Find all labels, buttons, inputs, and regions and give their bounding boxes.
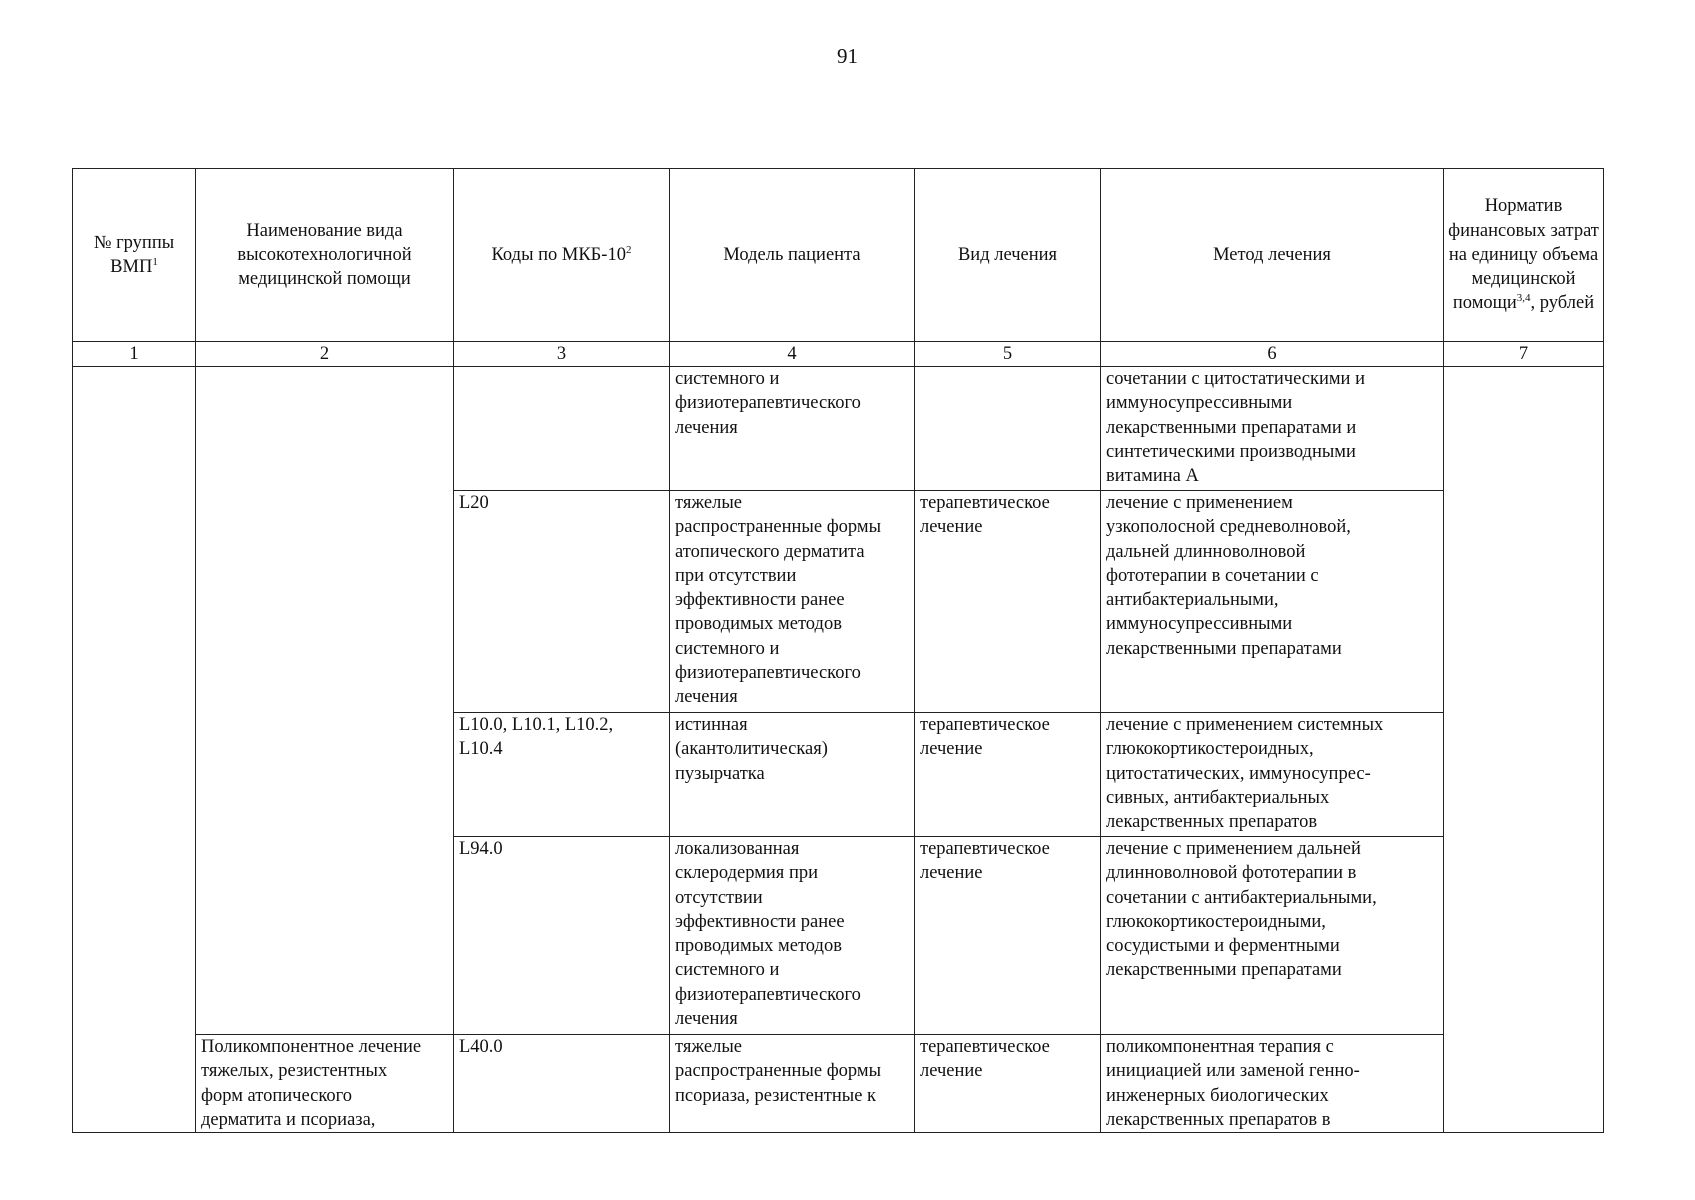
header-group-number: № группы ВМП$^1$ [73,169,196,342]
icd-codes-cell: L40.0 [454,1035,670,1133]
header-treatment-type: Вид лечения [915,169,1101,342]
header-icd-codes: Коды по МКБ-$10^2$ [454,169,670,342]
table-row [73,1035,1604,1133]
patient-model-cell: истинная (акантолитическая) пузырчатка [670,713,915,837]
column-number-row [73,342,1604,367]
page-number: 91 [837,44,858,68]
group-number-cell [73,367,196,1133]
patient-model-cell: тяжелые распространенные формы псориаза, резистентные к [670,1035,915,1133]
treatment-type-cell: терапевтическое лечение [915,491,1101,713]
cost-standard-cell [1444,367,1604,1133]
treatment-method-cell: поликомпонентная терапия с инициацией или заменой генно- инженерных биологических лекарственных препаратов в [1101,1035,1444,1133]
vmp-table [72,168,1604,1133]
header-row [73,169,1604,342]
patient-model-cell: тяжелые распространенные формы атопического дерматита при отсутствии эффективности ранее проводимых методов системного и физиотерапевтического лечения [670,491,915,713]
patient-model-cell: локализованная склеродермия при отсутствии эффективности ранее проводимых методов системного и физиотерапевтического лечения [670,837,915,1035]
column-number: 3 [454,342,670,367]
treatment-type-cell: терапевтическое лечение [915,1035,1101,1133]
care-type-name-cell: Поликомпонентное лечение тяжелых, резистентных форм атопического дерматита и псориаза, [196,1035,454,1133]
column-number: 6 [1101,342,1444,367]
treatment-method-cell: лечение с применением узкополосной средневолновой, дальней длинноволновой фототерапии в сочетании с антибактериальными, иммуносупрессивными лекарственными препаратами [1101,491,1444,713]
header-care-type-name: Наименование вида высокотехнологичной медицинской помощи [196,169,454,342]
icd-codes-cell: L20 [454,491,670,713]
header-cost-standard: Норматив финансовых затрат на единицу объема медицинской помощи$^{3,4}$, рублей [1444,169,1604,342]
treatment-method-cell: лечение с применением дальней длинноволновой фототерапии в сочетании с антибактериальными, глюкокортикостероидными, сосудистыми и ферментными лекарственными препаратами [1101,837,1444,1035]
treatment-type-cell: терапевтическое лечение [915,713,1101,837]
icd-codes-cell [454,367,670,491]
icd-codes-cell: L94.0 [454,837,670,1035]
table-row [73,367,1604,491]
column-number: 1 [73,342,196,367]
header-treatment-method: Метод лечения [1101,169,1444,342]
column-number: 5 [915,342,1101,367]
header-patient-model: Модель пациента [670,169,915,342]
treatment-method-cell: сочетании с цитостатическими и иммуносупрессивными лекарственными препаратами и синтетическими производными витамина А [1101,367,1444,491]
care-type-name-cell [196,367,454,1035]
treatment-method-cell: лечение с применением системных глюкокортикостероидных, цитостатических, иммуносупрес- сивных, антибактериальных лекарственных препаратов [1101,713,1444,837]
patient-model-cell: системного и физиотерапевтического лечения [670,367,915,491]
treatment-type-cell: терапевтическое лечение [915,837,1101,1035]
icd-codes-cell: L10.0, L10.1, L10.2, L10.4 [454,713,670,837]
column-number: 7 [1444,342,1604,367]
column-number: 4 [670,342,915,367]
column-number: 2 [196,342,454,367]
treatment-type-cell [915,367,1101,491]
